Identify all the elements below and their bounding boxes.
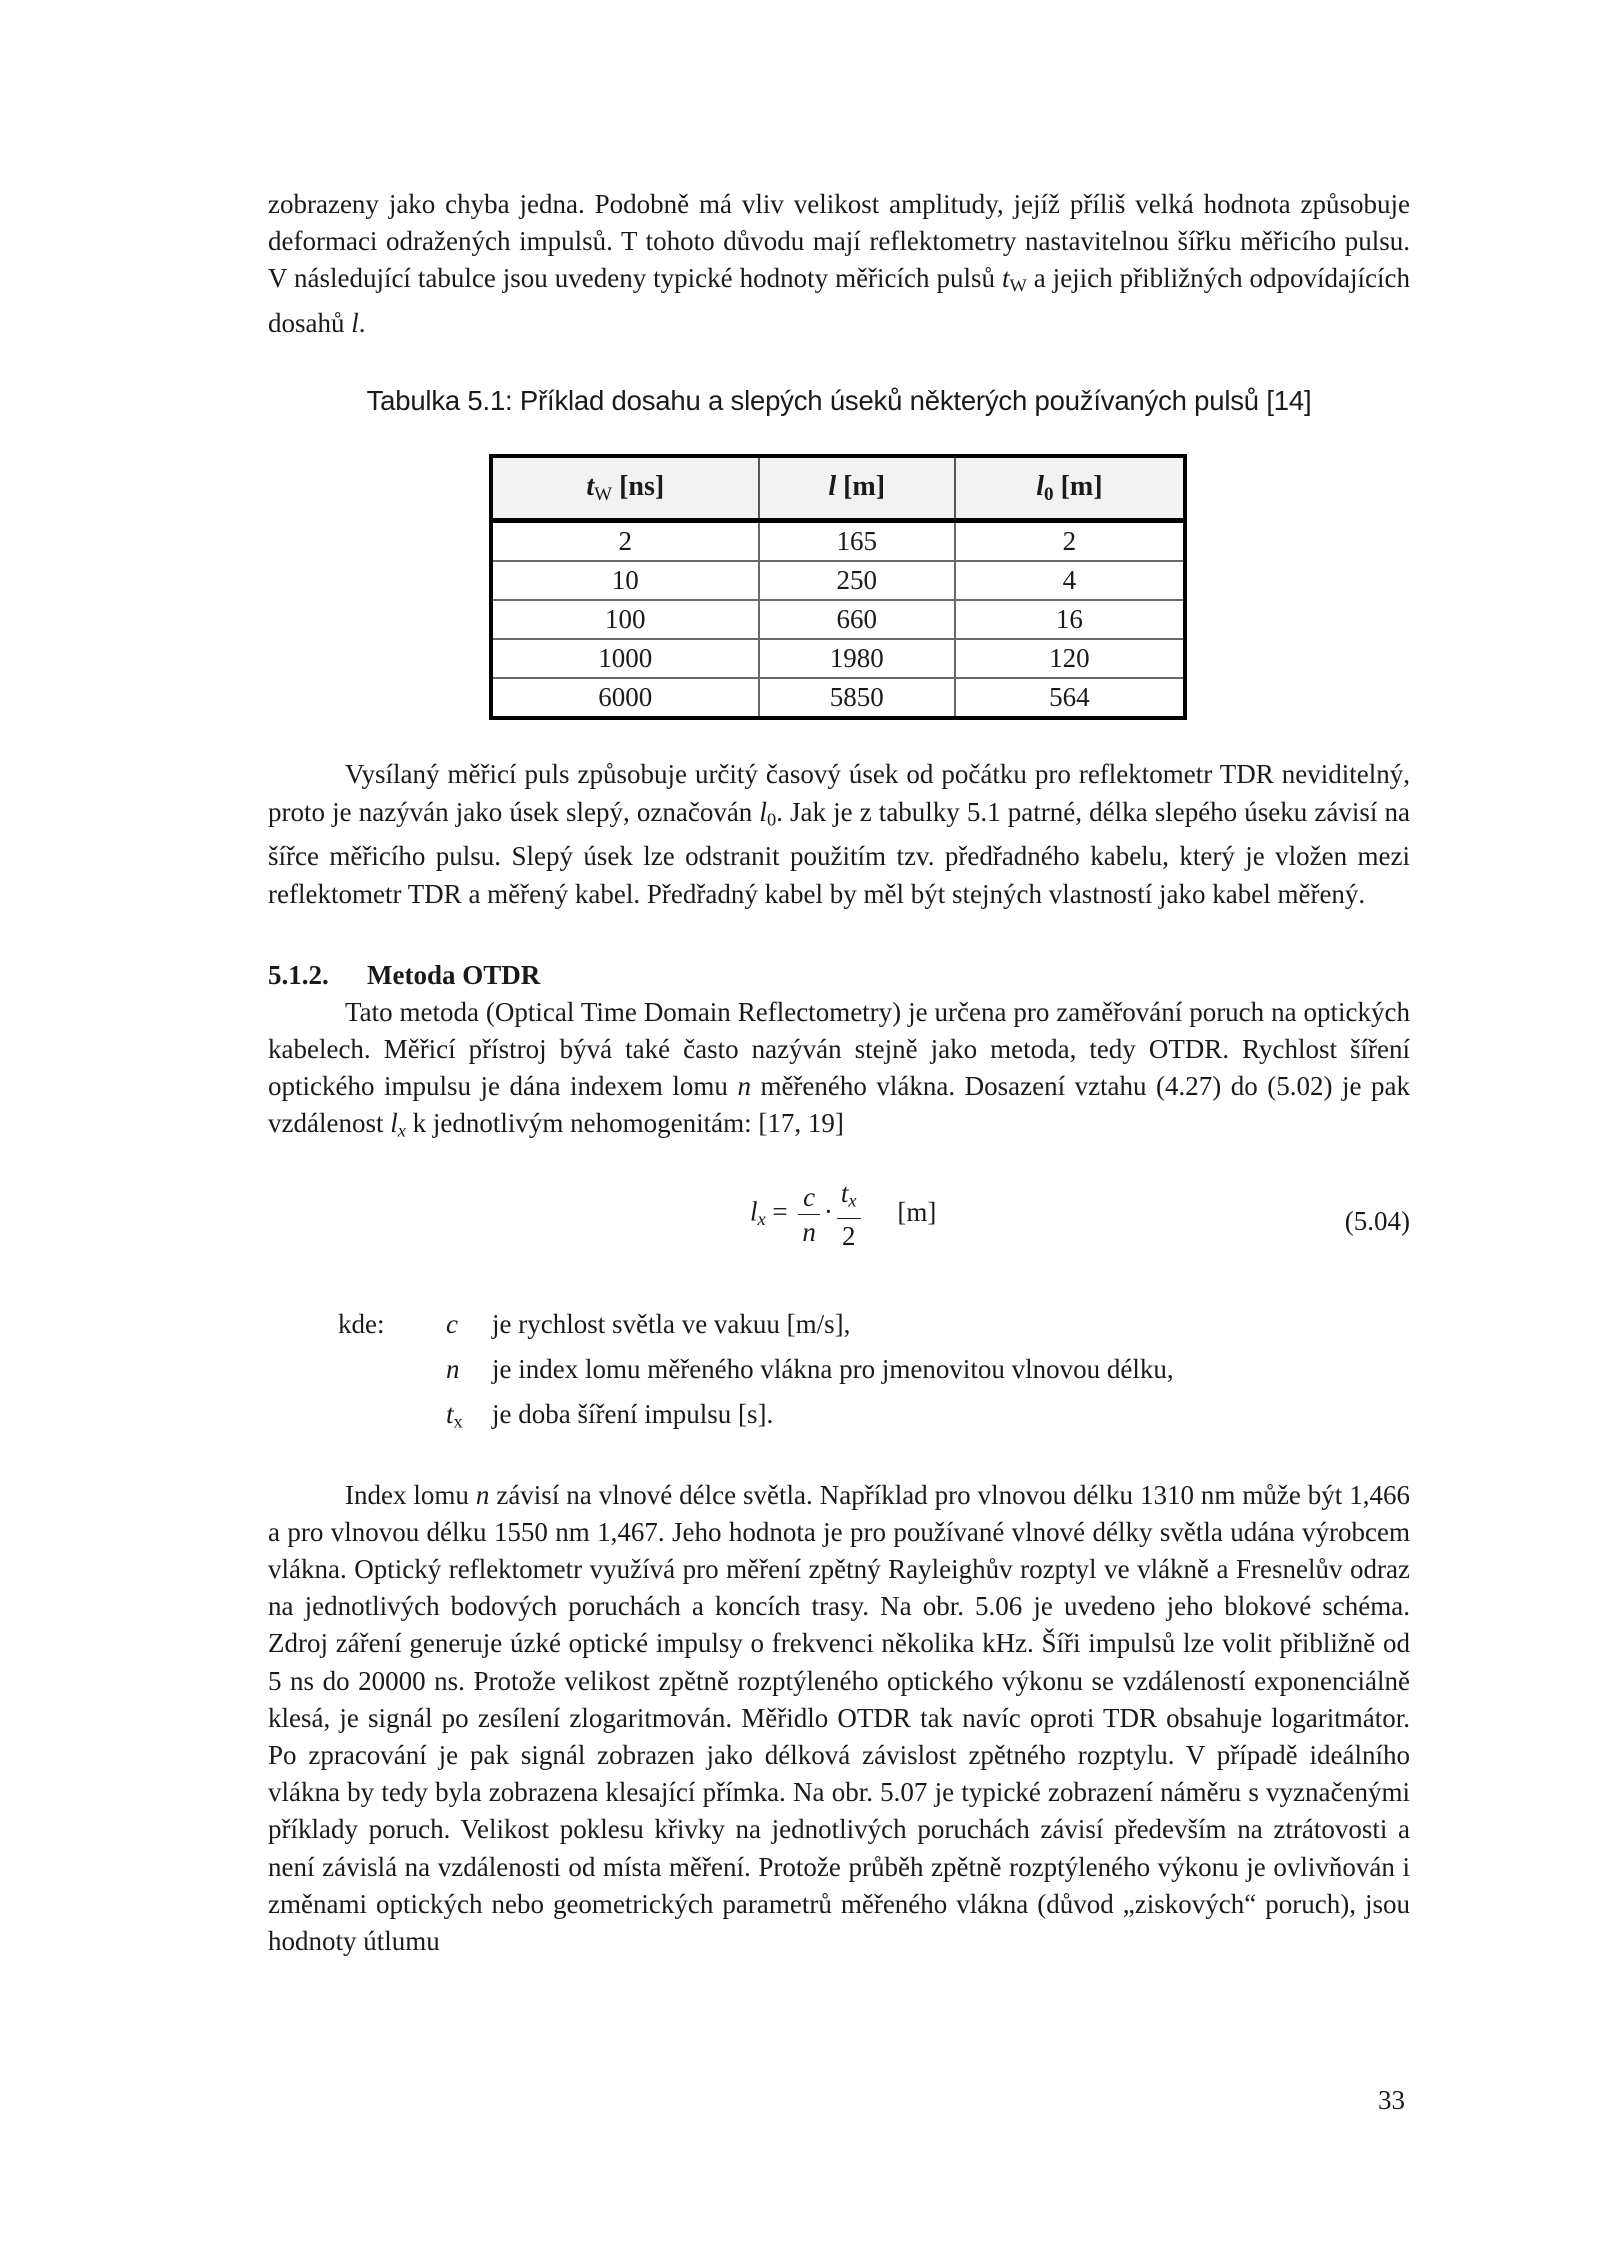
page-number: 33 xyxy=(1378,2085,1405,2115)
numerator xyxy=(837,1176,861,1219)
definition-symbol xyxy=(446,1396,492,1441)
header-symbol: l xyxy=(828,471,837,503)
cell-l: 250 xyxy=(759,561,955,600)
header-unit: [m] xyxy=(1053,471,1103,503)
symbol-n: n xyxy=(737,1071,751,1102)
header-unit: [m] xyxy=(836,471,886,503)
text-run: Vysílaný měřicí puls způsobuje určitý časový úsek od počátku pro reflektometr TDR neviditelný, proto je nazýván jako úsek slepý, označován xyxy=(268,759,1410,827)
subscript-0: 0 xyxy=(766,809,777,830)
symbol: t xyxy=(446,1398,454,1429)
denominator: 2 xyxy=(841,1220,856,1251)
symbol-l: l xyxy=(759,796,767,827)
header-symbol: l xyxy=(1036,471,1045,503)
definition-row xyxy=(268,1351,1410,1396)
numerator: c xyxy=(798,1180,820,1215)
equals-sign: = xyxy=(772,1196,788,1227)
subscript-x: x xyxy=(397,1120,406,1141)
cell-l0: 2 xyxy=(955,521,1185,562)
numerator-subscript: x xyxy=(848,1190,857,1211)
header-unit: [ns] xyxy=(612,471,665,503)
variable-definitions xyxy=(268,1306,1410,1440)
column-header-tw xyxy=(491,456,759,521)
paragraph-refractive-index xyxy=(268,1477,1410,1961)
section-number: 5.1.2. xyxy=(268,959,329,990)
subscript: x xyxy=(453,1411,463,1432)
fraction-c-over-n xyxy=(798,1180,820,1249)
cell-l: 165 xyxy=(759,521,955,562)
cell-l0: 16 xyxy=(955,600,1185,639)
table-row xyxy=(491,561,1185,600)
text-run: Tato metoda (Optical Time Domain Reflectometry) je určena pro zaměřování poruch na optických kabelech. Měřicí přístroj bývá také často nazýván stejně jako metoda, tedy OTDR. Rychlost šíření optického impulsu je dána indexem lomu xyxy=(268,996,1410,1102)
where-label: kde: xyxy=(338,1309,385,1340)
numerator-symbol: t xyxy=(840,1178,849,1209)
section-title: Metoda OTDR xyxy=(367,959,541,990)
paragraph-intro-line-3: nastavitelnou šířku měřicího pulsu. V následující tabulce jsou uvedeny typické hodnoty xyxy=(268,226,1411,294)
paragraph-intro-line-4-start: měřicích pulsů xyxy=(835,263,1002,294)
table-caption: Tabulka 5.1: Příklad dosahu a slepých úseků některých používaných pulsů [14] xyxy=(366,385,1312,417)
symbol-t: t xyxy=(1001,263,1010,294)
section-heading xyxy=(268,957,1410,994)
text-run: k jednotlivým nehomogenitám: [17, 19] xyxy=(405,1108,844,1139)
table-row xyxy=(491,521,1185,562)
column-header-l xyxy=(759,456,955,521)
definition-symbol xyxy=(446,1306,492,1351)
equation-number: (5.04) xyxy=(1344,1206,1410,1237)
where-label-spacer xyxy=(268,1396,446,1441)
paragraph-intro-line-1: zobrazeny jako chyba jedna. Podobně má vliv velikost amplitudy, jejíž příliš velká xyxy=(268,189,1194,219)
cell-l: 5850 xyxy=(759,678,955,718)
symbol-n: n xyxy=(475,1479,490,1510)
text-run: . Jak je z tabulky 5.1 patrné, délka slepého úseku závisí na šířce měřicího pulsu. Slepý úsek lze odstranit použitím tzv. předřadného kabelu, který je vložen mezi reflektometr TDR a měřený kabel. Předřadný kabel by měl být stejných vlastností jako kabel měřený. xyxy=(268,796,1410,909)
equation-lhs-subscript: x xyxy=(757,1209,766,1230)
definition-row xyxy=(268,1306,1410,1351)
equation-body xyxy=(750,1176,936,1253)
paragraph-intro xyxy=(268,186,1410,342)
column-header-l0 xyxy=(955,456,1185,521)
paragraph-intro-line-2: hodnota způsobuje deformaci odražených impulsů. T tohoto důvodu mají reflektometry xyxy=(268,189,1411,257)
where-label-spacer xyxy=(268,1351,446,1396)
definition-row xyxy=(268,1396,1410,1441)
header-subscript: W xyxy=(594,483,613,505)
symbol-l: l xyxy=(390,1108,398,1139)
cell-tw: 6000 xyxy=(491,678,759,718)
cell-l0: 564 xyxy=(955,678,1185,718)
header-subscript: 0 xyxy=(1044,483,1054,505)
symbol-l: l xyxy=(351,308,359,339)
paragraph-intro-line-4-end: . xyxy=(358,308,366,339)
definition-text: je rychlost světla ve vakuu [m/s], xyxy=(492,1309,851,1340)
text-run: měřeného vlákna. Dosazení vztahu (4.27) do (5.02) je pak vzdálenost xyxy=(268,1071,1410,1139)
paragraph-blind-zone xyxy=(268,756,1410,912)
equation-5-04 xyxy=(268,1176,1410,1288)
cell-tw: 1000 xyxy=(491,639,759,678)
equation-lhs: l xyxy=(750,1196,758,1227)
symbol: n xyxy=(446,1353,460,1384)
definition-text: je index lomu měřeného vlákna pro jmenovitou vlnovou délku, xyxy=(492,1353,1174,1384)
document-page xyxy=(268,186,1410,1960)
table-row xyxy=(491,678,1185,718)
text-run: závisí na vlnové délce světla. Například pro vlnovou délku 1310 nm může být 1,466 a pro vlnovou délku 1550 nm 1,467. Jeho hodnota je pro používané vlnové délky světla udána výrobcem vlákna. Optický reflektometr využívá pro měření zpětný Rayleighův rozptyl ve vlákně a Fresnelův odraz na jednotlivých bodových poruchách a koncích trasy. Na obr. 5.06 je uvedeno jeho blokové schéma. Zdroj záření generuje úzké optické impulsy o frekvenci několika kHz. Šíři impulsů lze volit přibližně od 5 ns do 20000 ns. Protože velikost zpětně rozptýleného optického výkonu se vzdáleností exponenciálně klesá, je signál po zesílení zlogaritmován. Měřidlo OTDR tak navíc oproti TDR obsahuje logaritmátor. Po zpracování je pak signál zobrazen jako délková závislost zpětného rozptylu. V případě ideálního vlákna by tedy byla zobrazena klesající přímka. Na obr. 5.07 je typické zobrazení náměru s vyznačenými příklady poruch. Velikost poklesu křivky na jednotlivých poruchách závisí především na ztrátovosti a není závislá na vzdálenosti od místa měření. Protože průběh zpětně rozptýleného výkonu je ovlivňován i změnami optických nebo geometrických parametrů měřeného vlákna (důvod „ziskových“ poruch), jsou hodnoty útlumu xyxy=(268,1479,1410,1956)
paragraph-otdr xyxy=(268,994,1410,1150)
cell-l: 660 xyxy=(759,600,955,639)
text-run: Index lomu xyxy=(345,1479,476,1510)
cell-l0: 120 xyxy=(955,639,1185,678)
table-header-row xyxy=(491,456,1185,521)
denominator: n xyxy=(802,1216,816,1247)
pulse-range-table xyxy=(489,454,1187,720)
fraction-tx-over-2 xyxy=(837,1176,861,1253)
cell-l0: 4 xyxy=(955,561,1185,600)
table-row xyxy=(491,600,1185,639)
table-row xyxy=(491,639,1185,678)
paragraph-intro-line-4-mid: a jejich přibližných odpovídajících dosahů xyxy=(268,263,1410,339)
cell-tw: 2 xyxy=(491,521,759,562)
subscript-w: W xyxy=(1009,275,1027,296)
multiplication-dot: · xyxy=(823,1196,833,1227)
definition-text: je doba šíření impulsu [s]. xyxy=(492,1398,774,1429)
definition-symbol xyxy=(446,1351,492,1396)
cell-l: 1980 xyxy=(759,639,955,678)
equation-unit: [m] xyxy=(897,1196,937,1227)
header-symbol: t xyxy=(586,471,595,503)
symbol: c xyxy=(446,1309,458,1340)
cell-tw: 100 xyxy=(491,600,759,639)
cell-tw: 10 xyxy=(491,561,759,600)
